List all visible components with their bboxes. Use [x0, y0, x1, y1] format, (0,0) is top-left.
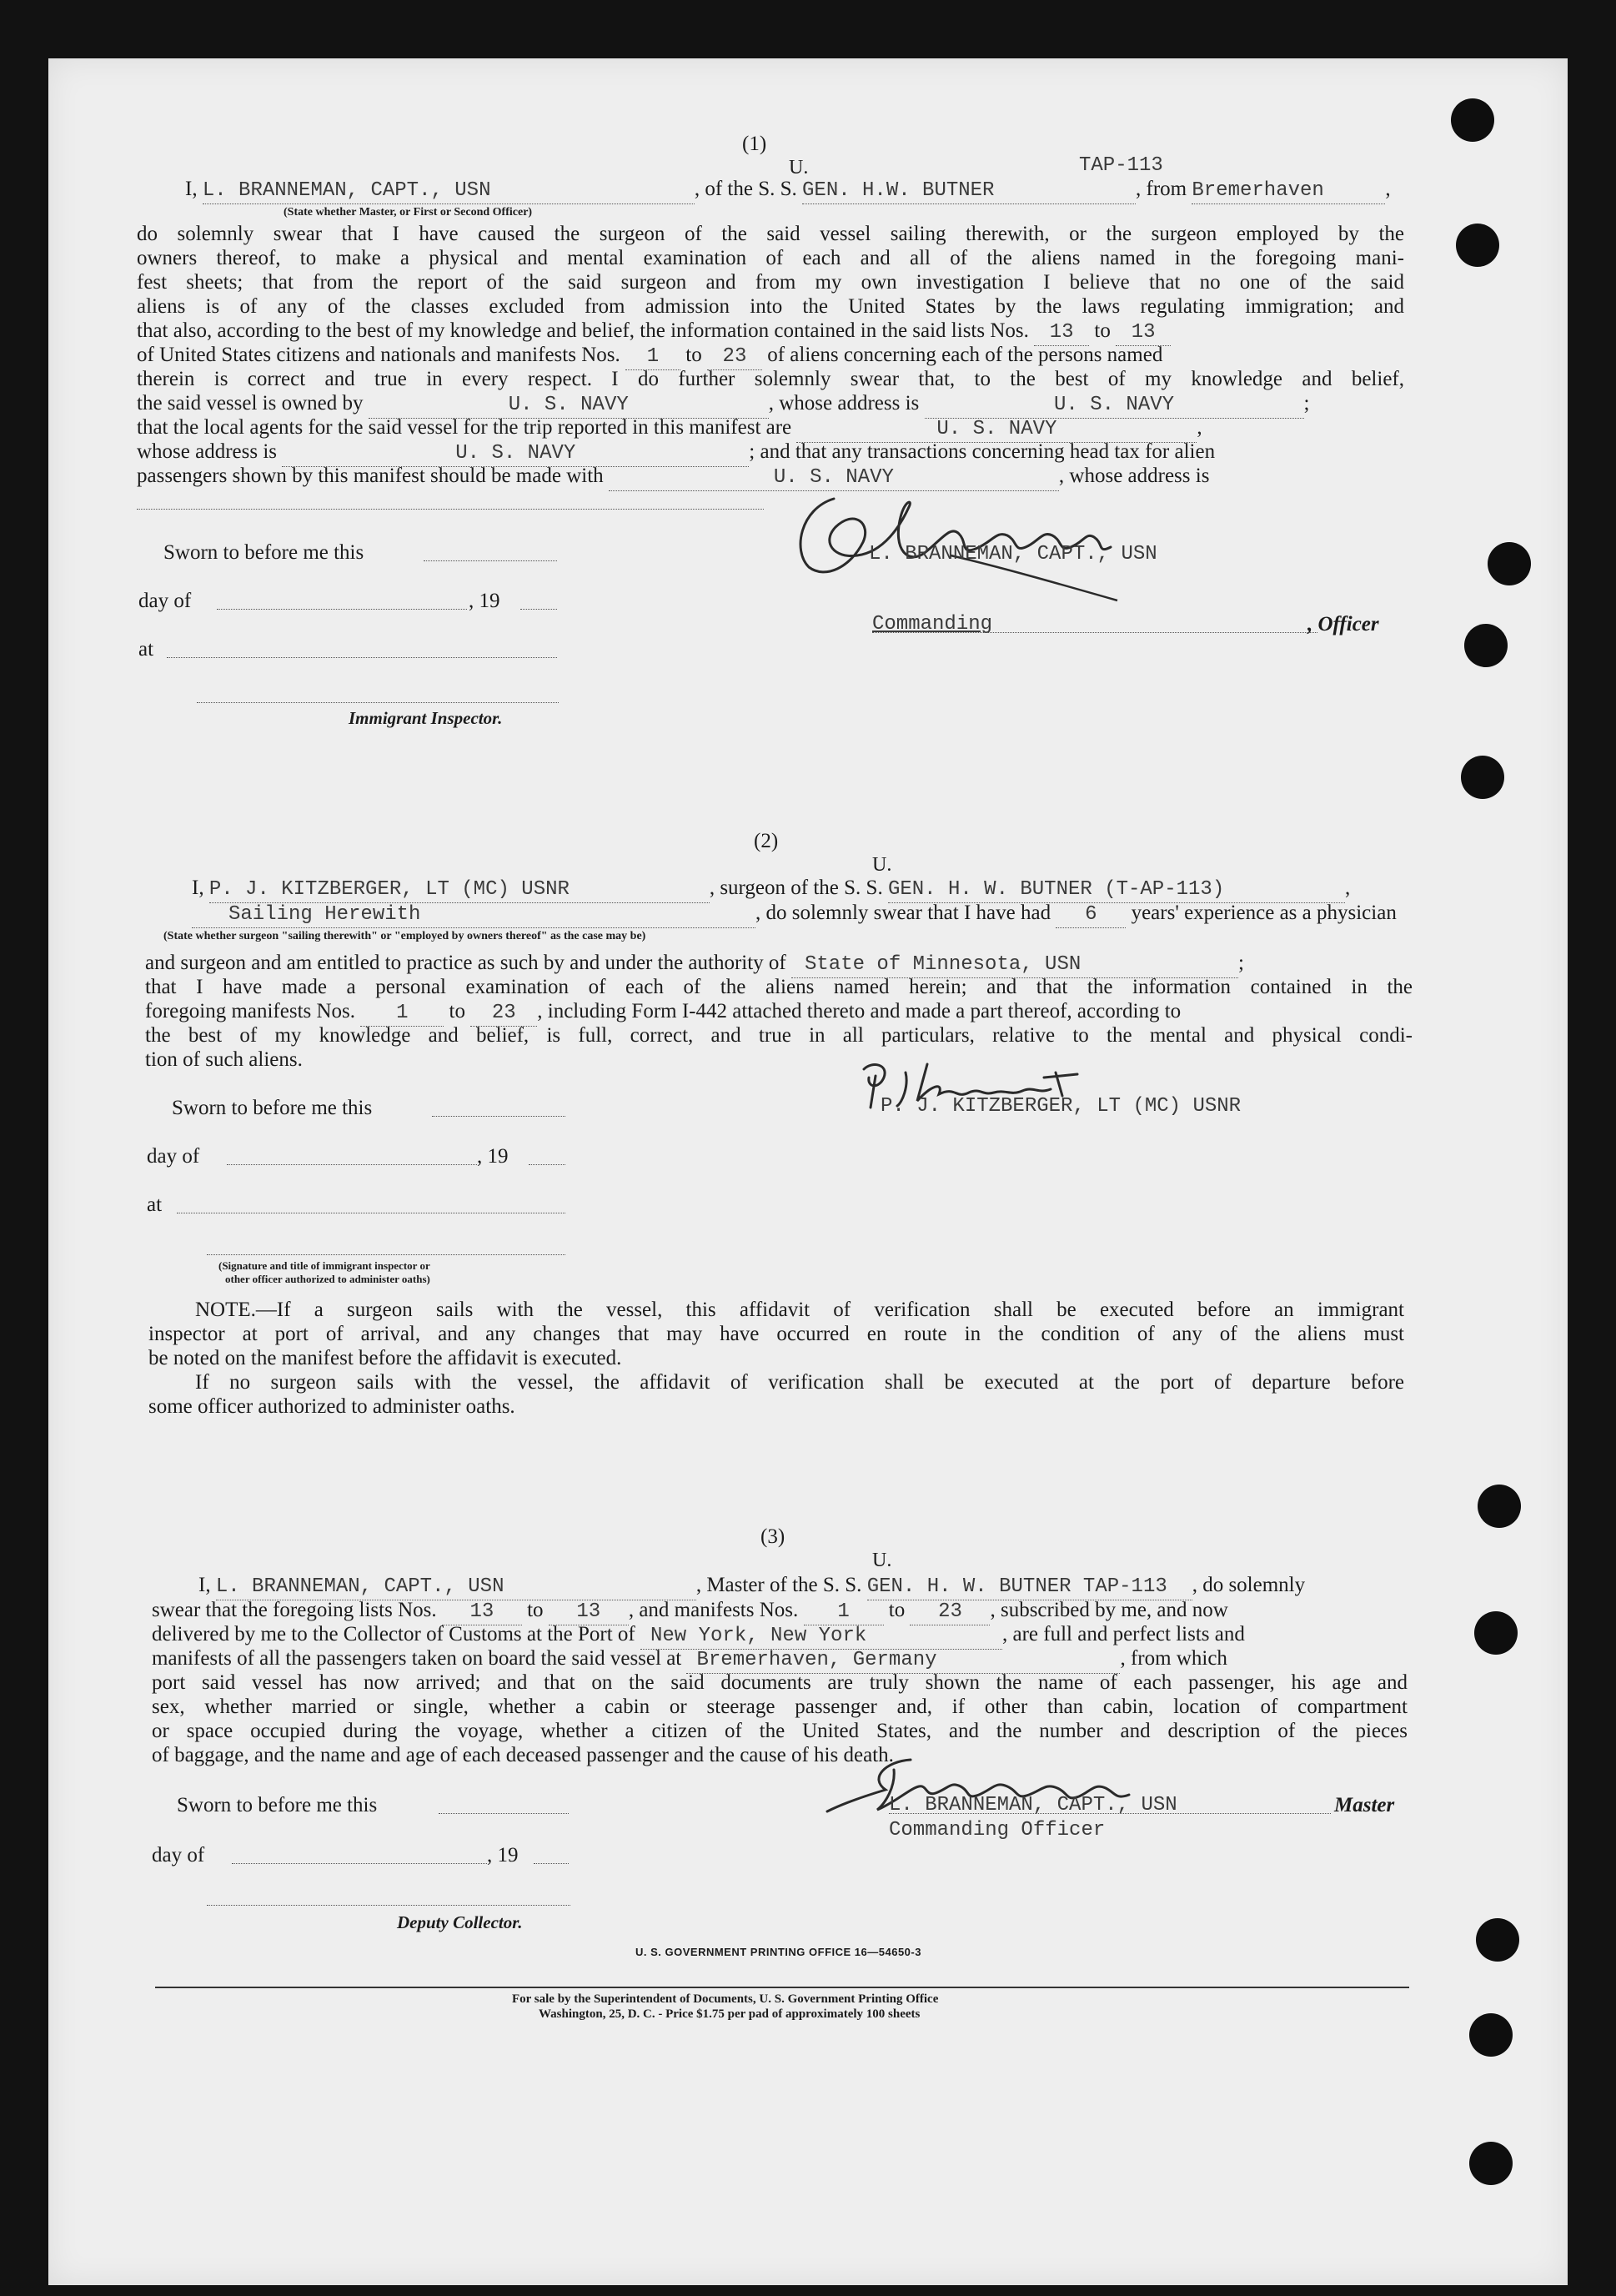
master-name-field: L. BRANNEMAN, CAPT., USN — [216, 1575, 696, 1600]
inspector-label: Immigrant Inspector. — [349, 708, 503, 728]
punch-hole — [1469, 2142, 1513, 2185]
footer-rule — [155, 1987, 1409, 1988]
signature-blank — [207, 1254, 565, 1255]
signature-name: L. BRANNEMAN, CAPT., USN — [869, 543, 1157, 565]
paragraph-line: passengers shown by this manifest should be made with U. S. NAVY , whose address is — [137, 464, 1404, 491]
punch-hole — [1461, 756, 1504, 799]
paragraph-line: foregoing manifests Nos. 1 to 23 , including Form I-442 attached thereto and made a part thereof, according to — [145, 999, 1413, 1027]
note-line: NOTE.—If a surgeon sails with the vessel, this affidavit of verification shall be executed before an immigrant — [195, 1299, 1404, 1321]
arrival-port-field: New York, New York — [640, 1624, 1002, 1650]
officer-label: , Officer — [1307, 613, 1379, 636]
punch-hole — [1478, 1485, 1521, 1528]
paragraph-line: aliens is of any of the classes excluded from admission into the United States by the laws regulating immigration; and — [137, 295, 1404, 318]
u-mark: U. — [872, 1550, 892, 1571]
master-name-field: L. BRANNEMAN, CAPT., USN — [203, 178, 695, 204]
commanding-officer: Commanding Officer — [889, 1819, 1106, 1841]
officer-blank — [872, 632, 1317, 633]
gpo-imprint: U. S. GOVERNMENT PRINTING OFFICE 16—54650-3 — [635, 1946, 921, 1958]
year-label: , 19 — [487, 1844, 519, 1866]
year-blank — [534, 1863, 569, 1864]
signature-note: other officer authorized to administer oaths) — [225, 1273, 430, 1285]
years-field: 6 — [1056, 902, 1126, 928]
paragraph-line: tion of such aliens. — [145, 1048, 303, 1071]
manifests-from-field: 1 — [625, 344, 680, 370]
year-blank — [529, 1164, 565, 1165]
paragraph-line: that I have made a personal examination of each of the aliens named herein; and that the information contained in the — [145, 976, 1413, 998]
at-label: at — [147, 1193, 163, 1216]
day-blank — [232, 1863, 487, 1864]
at-label: at — [138, 638, 154, 661]
collector-label: Deputy Collector. — [397, 1912, 523, 1932]
commanding-title: Commanding — [872, 613, 993, 636]
inspector-blank — [197, 702, 559, 703]
punch-hole — [1474, 1611, 1518, 1655]
surgeon-name-field: P. J. KITZBERGER, LT (MC) USNR — [209, 877, 710, 903]
sworn-blank — [432, 1116, 565, 1117]
manifests-to-field: 23 — [910, 1600, 990, 1625]
sailing-line: Sailing Herewith , do solemnly swear that I have had 6 years' experience as a physician — [192, 901, 1397, 928]
day-blank — [227, 1164, 477, 1165]
sworn-blank — [439, 1813, 569, 1814]
surgeon-line: I, P. J. KITZBERGER, LT (MC) USNR , surgeon of the S. S. GEN. H. W. BUTNER (T-AP-113) , — [192, 876, 1350, 903]
manifests-to-field: 23 — [470, 1001, 537, 1027]
signature-note: (Signature and title of immigrant inspector or — [218, 1259, 430, 1272]
year-label: , 19 — [477, 1145, 509, 1168]
paragraph-line: manifests of all the passengers taken on board the said vessel at Bremerhaven, Germany , from which — [152, 1646, 1419, 1674]
vessel-name-field: GEN. H.W. BUTNER — [802, 178, 1136, 204]
paragraph-line: the best of my knowledge and belief, is full, correct, and true in all particulars, relative to the mental and physical condi- — [145, 1024, 1413, 1047]
collector-blank — [207, 1905, 570, 1906]
paragraph-line: and surgeon and am entitled to practice as such by and under the authority of State of Minnesota, USN ; — [145, 951, 1413, 978]
master-line: I, L. BRANNEMAN, CAPT., USN , Master of the S. S. GEN. H. W. BUTNER TAP-113 , do solemnly — [198, 1573, 1305, 1600]
note-line: If no surgeon sails with the vessel, the affidavit of verification shall be executed at the port of departure before — [195, 1371, 1404, 1394]
owner-address-field: U. S. NAVY — [925, 393, 1304, 419]
note-line: inspector at port of arrival, and any changes that may have occurred en route in the condition of any of the aliens must — [148, 1323, 1404, 1345]
sworn-label: Sworn to before me this — [163, 541, 364, 564]
sale-note: For sale by the Superintendent of Documents, U. S. Government Printing Office — [512, 1992, 939, 2006]
departure-port-field: Bremerhaven — [1192, 178, 1385, 204]
section-number: (3) — [760, 1525, 785, 1548]
vessel-code: TAP-113 — [1079, 154, 1163, 177]
day-of-label: day of — [138, 590, 192, 612]
punch-hole — [1456, 224, 1499, 267]
head-tax-field: U. S. NAVY — [609, 465, 1059, 491]
manifests-from-field: 1 — [360, 1001, 444, 1027]
address-blank — [137, 509, 764, 510]
paragraph-line: swear that the foregoing lists Nos. 13 to 13 , and manifests Nos. 1 to 23 , subscribed by me, and now — [152, 1598, 1419, 1625]
agents-field: U. S. NAVY — [796, 417, 1197, 443]
paragraph-line: delivered by me to the Collector of Customs at the Port of New York, New York , are full and perfect lists and — [152, 1622, 1419, 1650]
paragraph-line: sex, whether married or single, whether a cabin or steerage passenger and, if other than cabin, location of compartment — [152, 1696, 1408, 1718]
paragraph-line: port said vessel has now arrived; and that on the said documents are truly shown the name of each passenger, his age and — [152, 1671, 1408, 1694]
vessel-name-field: GEN. H. W. BUTNER TAP-113 — [867, 1575, 1192, 1600]
manifests-to-field: 23 — [707, 344, 762, 370]
year-blank — [520, 609, 557, 610]
master-line: I, L. BRANNEMAN, CAPT., USN , of the S. S. GEN. H.W. BUTNER , from Bremerhaven , — [185, 177, 1391, 204]
paragraph-line: do solemnly swear that I have caused the surgeon of the said vessel sailing therewith, or the surgeon employed by the — [137, 223, 1404, 245]
origin-port-field: Bremerhaven, Germany — [686, 1648, 1120, 1674]
u-mark: U. — [872, 854, 892, 876]
sailing-note: (State whether surgeon "sailing therewith" or "employed by owners thereof" as the case may be) — [163, 930, 646, 942]
sworn-blank — [424, 560, 557, 561]
u-mark: U. — [789, 157, 809, 178]
sailing-field: Sailing Herewith — [192, 902, 755, 928]
note-line: some officer authorized to administer oaths. — [148, 1395, 515, 1418]
day-of-label: day of — [152, 1844, 205, 1866]
section-number: (1) — [742, 133, 767, 155]
master-note: (State whether Master, or First or Second Officer) — [284, 206, 533, 219]
at-blank — [167, 657, 557, 658]
paragraph-line: or space occupied during the voyage, whether a citizen of the United States, and the number and description of the pieces — [152, 1720, 1408, 1742]
master-blank — [889, 1813, 1331, 1814]
paragraph-line: of baggage, and the name and age of each deceased passenger and the cause of his death. — [152, 1744, 894, 1766]
lists-from-field: 13 — [1034, 320, 1089, 346]
manifests-from-field: 1 — [804, 1600, 884, 1625]
note-line: be noted on the manifest before the affidavit is executed. — [148, 1347, 622, 1369]
punch-hole — [1469, 2013, 1513, 2057]
day-blank — [217, 609, 467, 610]
sworn-label: Sworn to before me this — [172, 1097, 373, 1119]
paragraph-line: that also, according to the best of my knowledge and belief, the information contained in the said lists Nos. 13 to 13 — [137, 319, 1404, 346]
punch-hole — [1476, 1918, 1519, 1962]
agents-address-field: U. S. NAVY — [282, 441, 749, 467]
paragraph-line: that the local agents for the said vessel for the trip reported in this manifest are U. S. NAVY , — [137, 415, 1404, 443]
sale-note: Washington, 25, D. C. - Price $1.75 per pad of approximately 100 sheets — [539, 2007, 921, 2021]
paragraph-line: therein is correct and true in every respect. I do further solemnly swear that, to the best of my knowledge and belief, — [137, 368, 1404, 390]
paragraph-line: whose address is U. S. NAVY ; and that any transactions concerning head tax for alien — [137, 440, 1404, 467]
authority-field: State of Minnesota, USN — [791, 952, 1238, 978]
sworn-label: Sworn to before me this — [177, 1794, 378, 1816]
owner-field: U. S. NAVY — [369, 393, 769, 419]
section-number: (2) — [754, 830, 779, 852]
master-label: Master — [1334, 1794, 1395, 1816]
paragraph-line: owners thereof, to make a physical and mental examination of each and all of the aliens named in the foregoing mani- — [137, 247, 1404, 269]
paragraph-line: the said vessel is owned by U. S. NAVY , whose address is U. S. NAVY ; — [137, 391, 1404, 419]
vessel-name-field: GEN. H. W. BUTNER (T-AP-113) — [888, 877, 1345, 903]
lists-to-field: 13 — [549, 1600, 629, 1625]
signature-name: P. J. KITZBERGER, LT (MC) USNR — [881, 1095, 1242, 1118]
year-label: , 19 — [469, 590, 500, 612]
day-of-label: day of — [147, 1145, 200, 1168]
signature-name: L. BRANNEMAN, CAPT., USN — [889, 1794, 1177, 1816]
paragraph-line: fest sheets; that from the report of the said surgeon and from my own investigation I believe that no one of the said — [137, 271, 1404, 294]
punch-hole — [1488, 542, 1531, 585]
lists-to-field: 13 — [1116, 320, 1171, 346]
paragraph-line: of United States citizens and nationals and manifests Nos. 1 to 23 of aliens concerning each of the persons named — [137, 343, 1404, 370]
lists-from-field: 13 — [442, 1600, 522, 1625]
punch-hole — [1464, 624, 1508, 667]
punch-hole — [1451, 98, 1494, 142]
